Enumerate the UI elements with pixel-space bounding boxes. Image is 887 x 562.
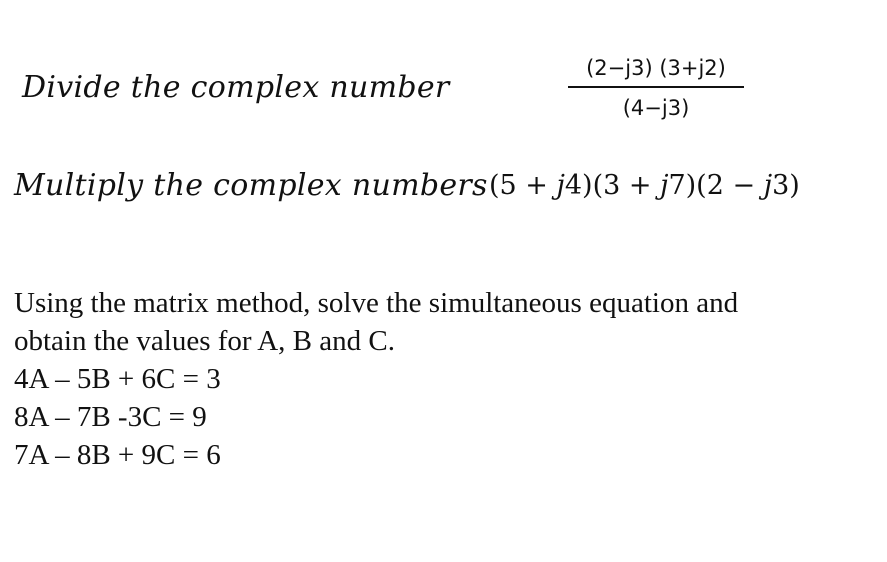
fraction-numerator: (2−j3) (3+j2): [586, 56, 726, 80]
expr-part: 3): [772, 170, 800, 201]
question-1-label: Divide the complex number: [22, 70, 450, 105]
complex-fraction: [568, 56, 744, 120]
equation-line: 7A – 8B + 9C = 6: [14, 439, 221, 471]
expr-part: 4)(3 +: [564, 170, 661, 201]
instruction-line: Using the matrix method, solve the simultaneous equation and: [14, 287, 739, 319]
fraction-bar: [568, 86, 744, 88]
expr-part: (5 +: [489, 170, 557, 201]
equation-line: 8A – 7B -3C = 9: [14, 401, 207, 433]
question-2-label: Multiply the complex numbers: [14, 168, 488, 203]
instruction-line: obtain the values for A, B and C.: [14, 325, 395, 357]
fraction-denominator: (4−j3): [622, 96, 690, 120]
equation-line: 4A – 5B + 6C = 3: [14, 363, 221, 395]
question-3-block: [14, 284, 738, 474]
imaginary-unit: j: [763, 170, 773, 201]
multiplication-expression: [489, 170, 800, 201]
expr-part: 7)(2 −: [668, 170, 764, 201]
imaginary-unit: j: [556, 170, 565, 201]
imaginary-unit: j: [660, 170, 669, 201]
